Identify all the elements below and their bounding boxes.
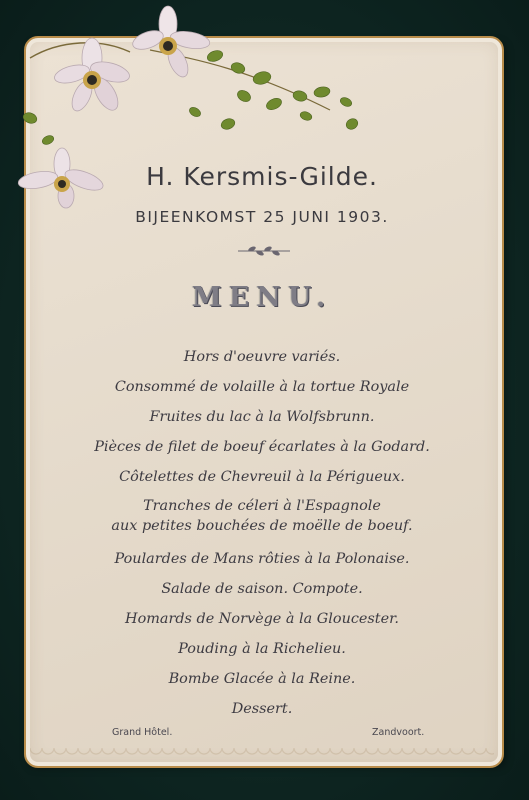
course-list [40,346,484,728]
flower-stem [30,43,130,58]
course-item: Côtelettes de Chevreuil à la Périgueux. [119,469,405,485]
orchid-flower [53,38,132,114]
course-item: Bombe Glacée à la Reine. [168,671,356,687]
course-item: Fruites du lac à la Wolfsbrunn. [149,409,375,425]
menu-heading: MENU. [191,282,333,313]
leaf-ornament [236,244,292,258]
course-item [40,496,484,548]
course-line: aux petites bouchées de moëlle de boeuf. [111,518,413,534]
orchid-flower [130,6,211,80]
course-item: Pouding à la Richelieu. [178,641,346,657]
course-line: Tranches de céleri à l'Espagnole [143,498,381,514]
course-item: Dessert. [231,701,293,717]
ivy-vine [22,49,360,147]
course-item: Hors d'oeuvre variés. [183,349,341,365]
course-item: Poulardes de Mans rôties à la Polonaise. [114,551,410,567]
embossed-edge [30,748,494,758]
course-item: Homards de Norvège à la Gloucester. [125,611,399,627]
society-title: H. Kersmis-Gilde. [146,162,378,191]
hotel-location: Zandvoort. [372,727,425,738]
course-item: Pièces de filet de boeuf écarlates à la Godard. [94,439,430,455]
course-item: Consommé de volaille à la tortue Royale [114,379,410,395]
meeting-date: BIJEENKOMST 25 JUNI 1903. [135,208,389,226]
course-item: Salade de saison. Compote. [161,581,363,597]
hotel-name: Grand Hôtel. [112,727,173,738]
